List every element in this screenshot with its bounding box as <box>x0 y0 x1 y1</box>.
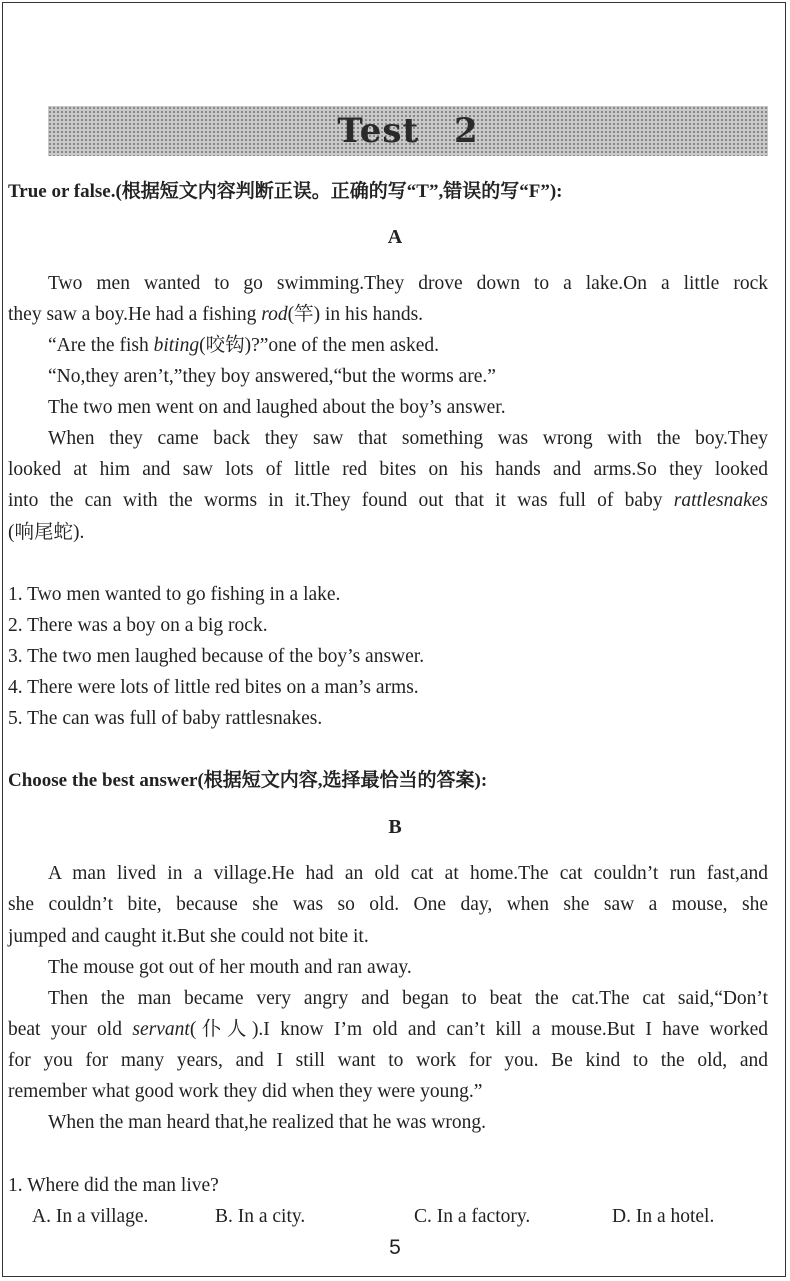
passage-a-line-9: (响尾蛇). <box>8 522 85 543</box>
passage-a-line-6: When they came back they saw that something was wrong with the boy.They <box>48 428 768 449</box>
option-b: B. In a city. <box>215 1206 306 1227</box>
passage-b-line-9: When the man heard that,he realized that he was wrong. <box>48 1112 487 1133</box>
passage-a-line-1: Two men wanted to go swimming.They drove down to a lake.On a little rock <box>48 273 768 294</box>
option-a: A. In a village. <box>32 1206 149 1227</box>
passage-a-line-7: looked at him and saw lots of little red bites on his hands and arms.So they looked <box>8 459 768 480</box>
mc-question-1: 1. Where did the man live? <box>8 1175 219 1196</box>
passage-b-line-6: beat your old servant(仆人).I know I’m old and can’t kill a mouse.But I have worked <box>8 1019 768 1040</box>
test-title-banner <box>48 106 768 156</box>
passage-a-line-3: “Are the fish biting(咬钩)?”one of the men asked. <box>48 335 439 356</box>
passage-b-line-1: A man lived in a village.He had an old cat at home.The cat couldn’t run fast,and <box>48 863 768 884</box>
passage-a-line-5: The two men went on and laughed about the boy’s answer. <box>48 397 506 418</box>
passage-b-label: B <box>388 816 402 838</box>
tf-question-4: 4. There were lots of little red bites on a man’s arms. <box>8 677 419 698</box>
tf-question-2: 2. There was a boy on a big rock. <box>8 615 268 636</box>
passage-b-line-4: The mouse got out of her mouth and ran away. <box>48 957 412 978</box>
tf-question-1: 1. Two men wanted to go fishing in a lake. <box>8 584 341 605</box>
option-d: D. In a hotel. <box>612 1206 715 1227</box>
passage-a-line-2: they saw a boy.He had a fishing rod(竿) in his hands. <box>8 304 424 325</box>
passage-a-line-8: into the can with the worms in it.They found out that it was full of baby rattlesnakes <box>8 490 768 511</box>
section-b-heading: Choose the best answer(根据短文内容,选择最恰当的答案): <box>8 770 488 791</box>
passage-b-line-5: Then the man became very angry and began to beat the cat.The cat said,“Don’t <box>48 988 768 1009</box>
passage-a-label: A <box>387 226 403 248</box>
passage-a-line-4: “No,they aren’t,”they boy answered,“but the worms are.” <box>48 366 496 387</box>
test-title: Test 2 <box>337 111 479 151</box>
tf-question-5: 5. The can was full of baby rattlesnakes. <box>8 708 323 729</box>
page-number: 5 <box>389 1236 401 1259</box>
passage-b-line-8: remember what good work they did when they were young.” <box>8 1081 483 1102</box>
passage-b-line-7: for you for many years, and I still want to work for you. Be kind to the old, and <box>8 1050 768 1071</box>
option-c: C. In a factory. <box>414 1206 531 1227</box>
passage-b-line-3: jumped and caught it.But she could not bite it. <box>8 926 369 947</box>
tf-question-3: 3. The two men laughed because of the boy’s answer. <box>8 646 425 667</box>
section-a-heading: True or false.(根据短文内容判断正误。正确的写“T”,错误的写“F”): <box>8 181 563 202</box>
passage-b-line-2: she couldn’t bite, because she was so old. One day, when she saw a mouse, she <box>8 894 768 915</box>
